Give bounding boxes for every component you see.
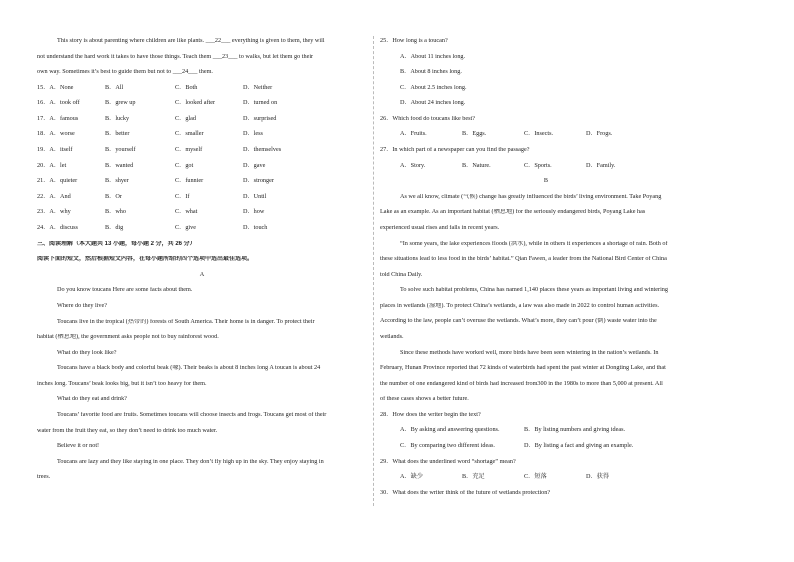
option: B．lucky xyxy=(105,114,130,122)
option: C．Both xyxy=(175,83,198,91)
passage-line: As we all know, climate (气候) change has greatly influenced the birds’ living environment. Take Poyang xyxy=(400,193,662,200)
passage-line: told China Daily. xyxy=(380,271,423,278)
option: C．By comparing two different ideas. xyxy=(400,442,495,450)
option: B．By listing numbers and giving ideas. xyxy=(524,426,626,434)
option: C．what xyxy=(175,208,198,216)
option: D．By listing a fact and giving an example. xyxy=(524,442,634,450)
option: D．turned on xyxy=(243,99,278,107)
option: D．获得 xyxy=(586,473,610,481)
option: B．wanted xyxy=(105,161,134,169)
option: C．短落 xyxy=(524,473,547,481)
option-row-28b xyxy=(380,443,712,451)
option-row-20 xyxy=(37,163,367,171)
option: D．how xyxy=(243,208,265,216)
option: B．dig xyxy=(105,223,124,231)
intro-line: This story is about parenting where children are like plants. ___22___ everything is given to them, they will xyxy=(57,38,325,44)
passage-line: experienced usual rises and falls in recent years. xyxy=(380,224,500,231)
passage-line: the number of one endangered kind of birds had increased from300 in the 1980s to more than 5,000 at present. All xyxy=(380,380,663,387)
option: D．Neither xyxy=(243,83,273,91)
passage-line: Where do they live? xyxy=(57,302,107,309)
left-column xyxy=(37,38,367,490)
passage-label-a: A xyxy=(199,271,205,278)
option: B．shyer xyxy=(105,177,129,185)
option: B．grew up xyxy=(105,99,136,107)
question-27: 27．In which part of a newspaper can you find the passage? xyxy=(380,147,530,154)
option-row-22 xyxy=(37,194,367,202)
option-row-28a xyxy=(380,427,712,435)
option: C．Insects. xyxy=(524,130,554,138)
intro-line: not understand the hard work it takes to have those things. Teach them ___23___ to walks, but let them go their xyxy=(37,53,314,60)
option: D．Frogs. xyxy=(586,130,613,138)
option: C．looked after xyxy=(175,99,216,107)
option-row-21 xyxy=(37,178,367,186)
passage-line: Toucans live in the tropical (热带的) forests of South America. Their home is in danger. To protect their xyxy=(57,318,315,325)
option-row-17 xyxy=(37,116,367,124)
passage-line: inches long. Toucans’ beak looks big, but it isn’t too heavy for them. xyxy=(37,380,207,387)
passage-label-b: B xyxy=(543,178,549,185)
option: C．funnier xyxy=(175,177,204,185)
passage-line: Toucans have a black body and colorful beak (喙). Their beaks is about 8 inches long A toucan is about 24 xyxy=(57,365,321,372)
option-row-19 xyxy=(37,147,367,155)
option: B．Or xyxy=(105,192,122,200)
column-divider xyxy=(373,36,374,506)
option: D．themselves xyxy=(243,146,282,154)
option: D．touch xyxy=(243,223,268,231)
option: C．myself xyxy=(175,146,203,154)
passage-line: February, Hunan Province reported that 72 kinds of waterbirds had spent the past winter at Dongting Lake, and that xyxy=(380,365,666,372)
passage-line: Lake as an example. As an important habitat (栖息地) for the seriously endangered birds, Poyang Lake has xyxy=(380,209,646,216)
option: 17．A．famous xyxy=(37,114,79,122)
option-row-29 xyxy=(380,474,712,482)
question-25: 25．How long is a toucan? xyxy=(380,38,448,44)
option: D．surprised xyxy=(243,114,277,122)
question-30: 30．What does the writer think of the future of wetlands protection? xyxy=(380,489,551,496)
option: C．glad xyxy=(175,114,196,122)
passage-line: To solve such habitat problems, China has named 1,140 places these years as important living and wintering xyxy=(400,287,668,294)
passage-line: Toucans’ favorite food are fruits. Sometimes toucans will choose insects and frogs. Toucans get most of their xyxy=(57,411,327,418)
option: 15．A．None xyxy=(37,83,74,91)
option: B．About 8 inches long. xyxy=(400,69,462,76)
passage-line: According to the law, people can’t overuse the wetlands. What’s more, they can’t pour (倒) waste water into the xyxy=(380,318,657,325)
option: 20．A．let xyxy=(37,161,67,169)
option: 18．A．worse xyxy=(37,130,75,138)
option: B．充足 xyxy=(462,473,485,481)
option: C．give xyxy=(175,223,196,231)
passage-line: Since these methods have worked well, more birds have been seen wintering in the nation’s wetlands. In xyxy=(400,349,659,356)
passage-line: Do you know toucans Here are some facts about them. xyxy=(57,287,193,294)
option: C．got xyxy=(175,161,194,169)
passage-line: What do they eat and drink? xyxy=(57,396,127,403)
option-row-27 xyxy=(380,163,712,171)
option: B．yourself xyxy=(105,146,136,154)
option-row-16 xyxy=(37,100,367,108)
option: A．Story. xyxy=(400,161,426,169)
question-28: 28．How does the writer begin the text? xyxy=(380,411,481,418)
passage-line: wetlands. xyxy=(380,333,404,340)
intro-line: own way. Sometimes it’s best to guide them but not to ___24___ them. xyxy=(37,69,213,76)
question-29: 29．What does the underlined word “shortage” mean? xyxy=(380,458,516,465)
option: 23．A．why xyxy=(37,208,71,216)
passage-line: of these cases shows a better future. xyxy=(380,396,469,403)
section-title: 三、阅读理解（本大题共 13 小题，每小题 2 分，共 26 分） xyxy=(37,240,196,247)
passage-line: “In some years, the lake experiences floods (洪水), while in others it experiences a shortage of rain. Both of xyxy=(400,240,668,247)
option-row-15 xyxy=(37,85,367,93)
option-row-24 xyxy=(37,225,367,233)
passage-line: water from the fruit they eat, so they don’t need to drink too much water. xyxy=(37,427,218,434)
option: B．All xyxy=(105,83,124,91)
option-row-26 xyxy=(380,131,712,139)
passage-line: places in wetlands (湿地). To protect China’s wetlands, a law was also made in 2022 to control human activities. xyxy=(380,302,660,309)
option: C．If xyxy=(175,192,190,200)
option: D．Family. xyxy=(586,161,616,169)
option: C．Sports. xyxy=(524,161,552,169)
option: D．About 24 inches long. xyxy=(400,100,466,107)
passage-line: Toucans are lazy and they like staying in one place. They don’t fly high up in the sky. They enjoy staying in xyxy=(57,458,324,465)
passage-line: What do they look like? xyxy=(57,349,117,356)
option: B．Nature. xyxy=(462,161,491,169)
option: 19．A．itself xyxy=(37,146,73,154)
question-26: 26．Which food do toucans like best? xyxy=(380,115,476,122)
right-column xyxy=(380,38,712,505)
option: A．Fruits. xyxy=(400,130,427,138)
option: B．Eggs. xyxy=(462,130,487,138)
option: 24．A．discuss xyxy=(37,223,78,231)
passage-line: trees. xyxy=(37,474,51,481)
option: D．stronger xyxy=(243,177,274,185)
option: C．About 2.5 inches long. xyxy=(400,84,467,91)
passage-line: habitat (栖息地), the government asks people not to buy rainforest wood. xyxy=(37,334,219,341)
section-instruction: 阅读下面的短文，然后根据短文内容，在每小题所给的四个选项中选出最佳选项。 xyxy=(37,256,254,263)
option: D．less xyxy=(243,130,263,138)
option: A．By asking and answering questions. xyxy=(400,426,500,434)
option: 22．A．And xyxy=(37,192,71,200)
passage-line: these situations lead to less food in the birds’ habitat.” Qian Fawen, a leader from the National Bird Center of China xyxy=(380,256,667,263)
option: A．缺少 xyxy=(400,473,424,481)
option: 21．A．quieter xyxy=(37,177,78,185)
passage-line: Believe it or not! xyxy=(57,443,100,450)
option: B．who xyxy=(105,208,126,216)
option: C．smaller xyxy=(175,130,204,138)
option: D．gave xyxy=(243,161,266,169)
option: D．Until xyxy=(243,192,267,200)
option-row-23 xyxy=(37,209,367,217)
option: A．About 11 inches long. xyxy=(400,53,466,60)
option: 16．A．took off xyxy=(37,99,80,107)
option-row-18 xyxy=(37,131,367,139)
option: B．better xyxy=(105,130,130,138)
